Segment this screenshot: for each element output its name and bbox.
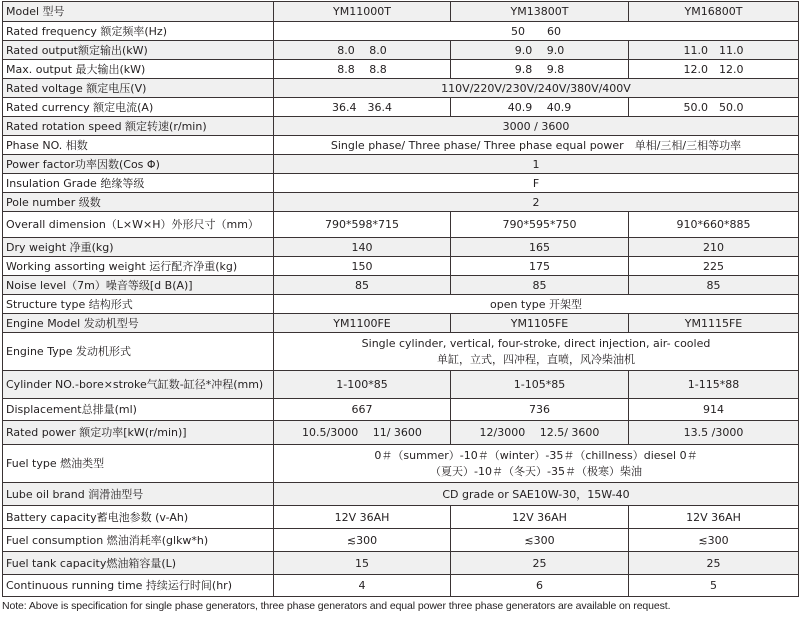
cell-value: 8.8 8.8 — [274, 60, 451, 79]
row-label: Fuel consumption 燃油消耗率(glkw*h) — [3, 529, 274, 552]
cell-value: 50 60 — [274, 22, 799, 41]
cell-value: 790*598*715 — [274, 212, 451, 238]
row-rotation-speed — [3, 117, 799, 136]
row-label: Pole number 级数 — [3, 193, 274, 212]
row-label: Displacement总排量(ml) — [3, 399, 274, 421]
cell-value: F — [274, 174, 799, 193]
engine-type-cn: 单缸，立式，四冲程，直喷，风冷柴油机 — [437, 352, 635, 366]
cell-value: 25 — [629, 552, 799, 575]
cell-value: 8.0 8.0 — [274, 41, 451, 60]
engine-type-en: Single cylinder, vertical, four-stroke, direct injection, air- cooled — [361, 336, 711, 350]
model-name: YM13800T — [451, 2, 629, 22]
row-fuel-tank — [3, 552, 799, 575]
row-label: Overall dimension（L×W×H）外形尺寸（mm） — [3, 212, 274, 238]
cell-value: 10.5/3000 11/ 3600 — [274, 421, 451, 445]
cell-value: Single phase/ Three phase/ Three phase equal power 单相/三相/三相等功率 — [274, 136, 799, 155]
spec-table — [2, 1, 799, 597]
fuel-type-en: 0＃（summer）-10＃（winter）-35＃（chillness）diesel 0＃ — [374, 448, 698, 462]
cell-value: 790*595*750 — [451, 212, 629, 238]
row-label: Lube oil brand 润滑油型号 — [3, 483, 274, 506]
cell-value: 12V 36AH — [451, 506, 629, 529]
cell-value: 13.5 /3000 — [629, 421, 799, 445]
cell-value: 165 — [451, 238, 629, 257]
cell-value: ≲300 — [629, 529, 799, 552]
cell-value: 150 — [274, 257, 451, 276]
row-insulation — [3, 174, 799, 193]
row-running-time — [3, 575, 799, 597]
cell-value: YM1100FE — [274, 314, 451, 333]
row-fuel-consumption — [3, 529, 799, 552]
row-fuel-type — [3, 445, 799, 483]
cell-value: 11.0 11.0 — [629, 41, 799, 60]
cell-value: 85 — [629, 276, 799, 295]
row-label: Max. output 最大输出(kW) — [3, 60, 274, 79]
cell-value: 3000 / 3600 — [274, 117, 799, 136]
row-label: Continuous running time 持续运行时间(hr) — [3, 575, 274, 597]
cell-value: 1-100*85 — [274, 371, 451, 399]
row-label: Noise level（7m）噪音等级[d B(A)] — [3, 276, 274, 295]
row-label: Phase NO. 相数 — [3, 136, 274, 155]
row-rated-power — [3, 421, 799, 445]
row-structure-type — [3, 295, 799, 314]
row-engine-type — [3, 333, 799, 371]
row-label: Rated rotation speed 额定转速(r/min) — [3, 117, 274, 136]
row-dimension — [3, 212, 799, 238]
row-label: Rated frequency 额定频率(Hz) — [3, 22, 274, 41]
cell-value: 25 — [451, 552, 629, 575]
cell-value: 85 — [274, 276, 451, 295]
model-name: YM16800T — [629, 2, 799, 22]
cell-value: 736 — [451, 399, 629, 421]
row-lube-oil — [3, 483, 799, 506]
cell-value: 210 — [629, 238, 799, 257]
row-label: Structure type 结构形式 — [3, 295, 274, 314]
row-label: Battery capacity蓄电池参数 (v-Ah) — [3, 506, 274, 529]
cell-value: ≲300 — [451, 529, 629, 552]
row-label: Dry weight 净重(kg) — [3, 238, 274, 257]
cell-value: 175 — [451, 257, 629, 276]
cell-value: 15 — [274, 552, 451, 575]
row-working-weight — [3, 257, 799, 276]
cell-value: 85 — [451, 276, 629, 295]
cell-value: 140 — [274, 238, 451, 257]
cell-value: 12/3000 12.5/ 3600 — [451, 421, 629, 445]
row-label: Cylinder NO.-bore×stroke气缸数-缸径*冲程(mm) — [3, 371, 274, 399]
row-label: Fuel type 燃油类型 — [3, 445, 274, 483]
row-cylinder — [3, 371, 799, 399]
cell-value: 9.0 9.0 — [451, 41, 629, 60]
cell-value — [274, 445, 799, 483]
cell-value: 910*660*885 — [629, 212, 799, 238]
row-phase — [3, 136, 799, 155]
row-frequency — [3, 22, 799, 41]
row-dry-weight — [3, 238, 799, 257]
row-label: Rated power 额定功率[kW(r/min)] — [3, 421, 274, 445]
cell-value: 12.0 12.0 — [629, 60, 799, 79]
cell-value: 40.9 40.9 — [451, 98, 629, 117]
cell-value: 4 — [274, 575, 451, 597]
cell-value: 110V/220V/230V/240V/380V/400V — [274, 79, 799, 98]
cell-value: YM1105FE — [451, 314, 629, 333]
row-label: Engine Model 发动机型号 — [3, 314, 274, 333]
cell-value: 50.0 50.0 — [629, 98, 799, 117]
cell-value: 1-105*85 — [451, 371, 629, 399]
row-max-output — [3, 60, 799, 79]
row-engine-model — [3, 314, 799, 333]
cell-value: open type 开架型 — [274, 295, 799, 314]
row-power-factor — [3, 155, 799, 174]
cell-value: 9.8 9.8 — [451, 60, 629, 79]
row-rated-output — [3, 41, 799, 60]
model-name: YM11000T — [274, 2, 451, 22]
cell-value: 12V 36AH — [629, 506, 799, 529]
cell-value: 667 — [274, 399, 451, 421]
row-label: Model 型号 — [3, 2, 274, 22]
cell-value: 6 — [451, 575, 629, 597]
cell-value: ≲300 — [274, 529, 451, 552]
row-label: Working assorting weight 运行配齐净重(kg) — [3, 257, 274, 276]
cell-value: YM1115FE — [629, 314, 799, 333]
cell-value: 1 — [274, 155, 799, 174]
row-label: Rated output额定输出(kW) — [3, 41, 274, 60]
row-label: Rated voltage 额定电压(V) — [3, 79, 274, 98]
cell-value: CD grade or SAE10W-30，15W-40 — [274, 483, 799, 506]
row-label: Fuel tank capacity燃油箱容量(L) — [3, 552, 274, 575]
fuel-type-cn: （夏天）-10＃（冬天）-35＃（极寒）柴油 — [430, 464, 642, 478]
row-label: Power factor功率因数(Cos Φ) — [3, 155, 274, 174]
cell-value: 1-115*88 — [629, 371, 799, 399]
row-label: Rated currency 额定电流(A) — [3, 98, 274, 117]
cell-value: 5 — [629, 575, 799, 597]
cell-value: 2 — [274, 193, 799, 212]
cell-value: 36.4 36.4 — [274, 98, 451, 117]
row-currency — [3, 98, 799, 117]
row-voltage — [3, 79, 799, 98]
row-pole-number — [3, 193, 799, 212]
row-displacement — [3, 399, 799, 421]
row-label: Engine Type 发动机形式 — [3, 333, 274, 371]
footnote: Note: Above is specification for single phase generators, three phase generators and equal power three phase generators are available on request. — [2, 600, 671, 612]
cell-value — [274, 333, 799, 371]
cell-value: 914 — [629, 399, 799, 421]
cell-value: 12V 36AH — [274, 506, 451, 529]
row-battery — [3, 506, 799, 529]
cell-value: 225 — [629, 257, 799, 276]
row-label: Insulation Grade 绝缘等级 — [3, 174, 274, 193]
row-noise-level — [3, 276, 799, 295]
row-model — [3, 2, 799, 22]
